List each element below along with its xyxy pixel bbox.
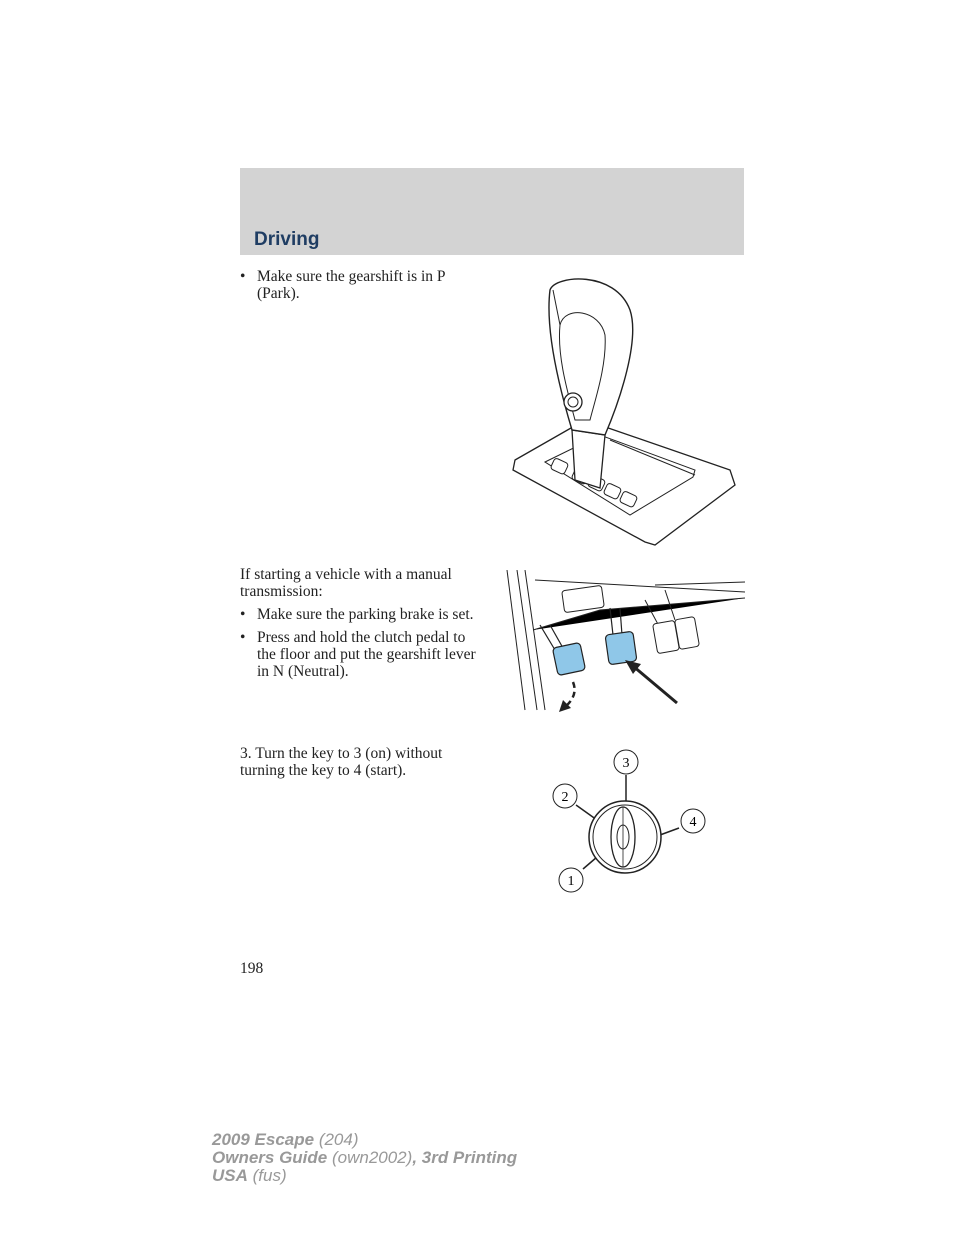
manual-transmission-instructions <box>240 566 488 680</box>
page-number: 198 <box>240 960 264 977</box>
position-label-4 <box>681 809 705 833</box>
svg-text:4: 4 <box>689 815 697 830</box>
ignition-key-illustration <box>545 745 715 895</box>
position-label-1 <box>559 868 583 892</box>
list-item: • Make sure the gearshift is in P (Park). <box>240 268 445 302</box>
gearshift-illustration <box>505 270 745 550</box>
svg-text:2: 2 <box>561 790 569 805</box>
section-title: Driving <box>254 229 320 250</box>
gearshift-instructions <box>240 268 485 302</box>
position-label-2 <box>553 784 577 808</box>
pedals-illustration <box>505 570 745 715</box>
intro-text: If starting a vehicle with a manual transmission: <box>240 566 452 600</box>
ignition-instructions <box>240 745 488 779</box>
list-item: • Make sure the parking brake is set. <box>240 606 474 623</box>
list-item: • Press and hold the clutch pedal to the floor and put the gearshift lever in N (Neutral). <box>240 629 476 680</box>
svg-text:3: 3 <box>622 756 630 771</box>
section-header <box>240 168 744 255</box>
position-label-3 <box>614 750 638 774</box>
svg-text:1: 1 <box>567 874 575 889</box>
step-three-text: 3. Turn the key to 3 (on) without turning the key to 4 (start). <box>240 745 443 779</box>
document-footer: 2009 Escape (204) Owners Guide (own2002), 3rd Printing USA (fus) <box>212 1130 518 1185</box>
